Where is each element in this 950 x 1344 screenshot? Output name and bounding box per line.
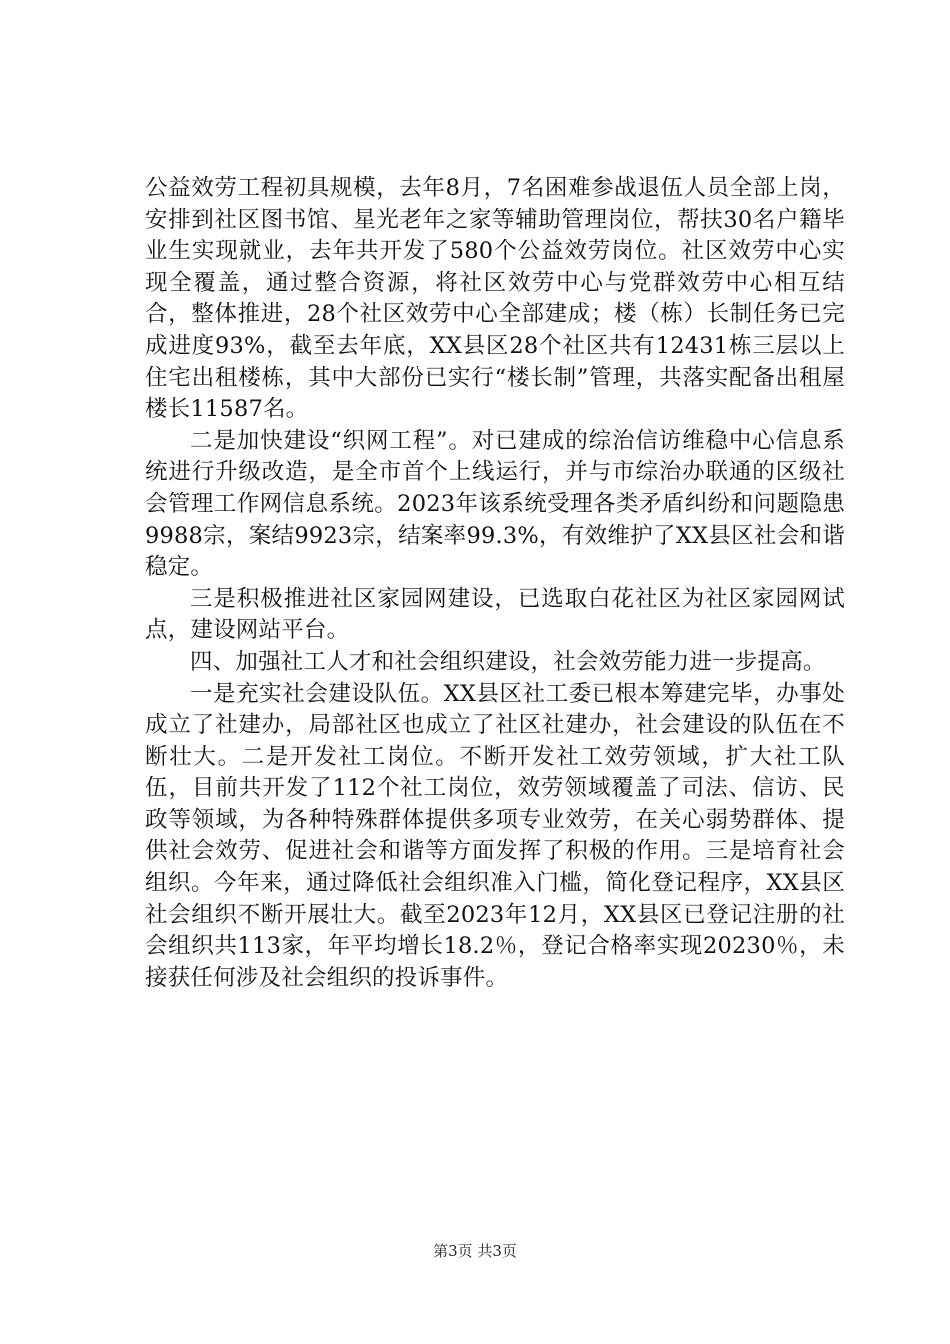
page-footer	[0, 1241, 950, 1261]
section-heading-social-work: 四、加强社工人才和社会组织建设，社会效劳能力进一步提高。	[190, 648, 826, 675]
page-number: 第3页 共3页	[433, 1242, 517, 1260]
paragraph-social-organizations: 一是充实社会建设队伍。XX县区社工委已根本筹建完毕，办事处成立了社建办，局部社区也成立了社区社建办，社会建设的队伍在不断壮大。二是开发社工岗位。不断开发社工效劳领域，扩大社工队伍，目前共开发了112个社工岗位，效劳领域覆盖了司法、信访、民政等领域，为各种特殊群体提供多项专业效劳，在关心弱势群体、提供社会效劳、促进社会和谐等方面发挥了积极的作用。三是培育社会组织。今年来，通过降低社会组织准入门槛，简化登记程序，XX县区社会组织不断开展壮大。截至2023年12月，XX县区已登记注册的社会组织共113家，年平均增长18.2％，登记合格率实现20230％，未接获任何涉及社会组织的投诉事件。	[145, 680, 845, 991]
paragraph-community-website: 三是积极推进社区家园网建设，已选取白花社区为社区家园网试点，建设网站平台。	[145, 585, 845, 644]
paragraph-network-project: 二是加快建设“织网工程”。对已建成的综治信访维稳中心信息系统进行升级改造，是全市首个上线运行，并与市综治办联通的区级社会管理工作网信息系统。2023年该系统受理各类矛盾纠纷和问题隐患9988宗，案结9923宗，结案率99.3%，有效维护了XX县区社会和谐稳定。	[145, 427, 845, 581]
paragraph-public-service: 公益效劳工程初具规模，去年8月，7名困难参战退伍人员全部上岗，安排到社区图书馆、星光老年之家等辅助管理岗位，帮扶30名户籍毕业生实现就业，去年共开发了580个公益效劳岗位。社区效劳中心实现全覆盖，通过整合资源，将社区效劳中心与党群效劳中心相互结合，整体推进，28个社区效劳中心全部建成；楼（栋）长制任务已完成进度93%，截至去年底，XX县区28个社区共有12431栋三层以上住宅出租楼栋，其中大部份已实行“楼长制”管理，共落实配备出租屋楼长11587名。	[145, 175, 845, 423]
document-body	[145, 173, 845, 994]
